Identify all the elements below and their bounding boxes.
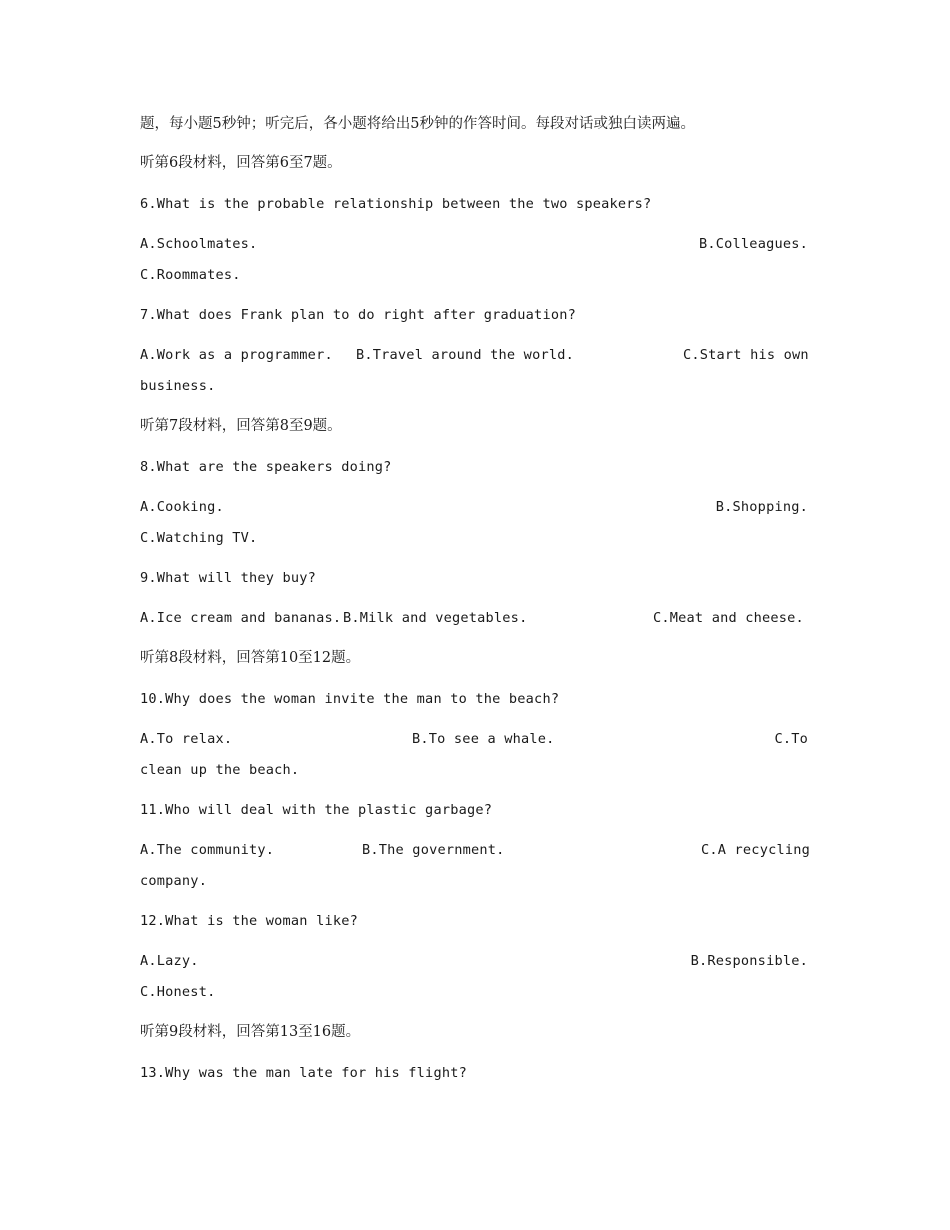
option-11c-continued: company.	[140, 873, 208, 889]
section-heading-9: 听第9段材料，回答第13至16题。	[140, 1024, 361, 1040]
option-8a: A.Cooking.	[140, 499, 224, 515]
option-10c: C.To	[774, 731, 808, 747]
option-10c-continued: clean up the beach.	[140, 762, 300, 778]
option-10b: B.To see a whale.	[412, 731, 555, 747]
option-11b: B.The government.	[362, 842, 505, 858]
option-12b: B.Responsible.	[690, 953, 808, 969]
section-heading-6: 听第6段材料，回答第6至7题。	[140, 155, 342, 171]
question-7-stem: 7.What does Frank plan to do right after graduation?	[140, 307, 576, 323]
option-7c: C.Start his own	[683, 347, 809, 363]
question-9-stem: 9.What will they buy?	[140, 570, 317, 586]
question-10-stem: 10.Why does the woman invite the man to the beach?	[140, 691, 560, 707]
question-12-stem: 12.What is the woman like?	[140, 913, 358, 929]
option-8c: C.Watching TV.	[140, 530, 258, 546]
option-11c: C.A recycling	[701, 842, 810, 858]
option-7b: B.Travel around the world.	[356, 347, 574, 363]
option-9c: C.Meat and cheese.	[653, 610, 804, 626]
option-6b: B.Colleagues.	[699, 236, 808, 252]
option-6a: A.Schoolmates.	[140, 236, 258, 252]
exam-page	[140, 0, 812, 1230]
intro-line: 题，每小题5秒钟；听完后，各小题将给出5秒钟的作答时间。每段对话或独白读两遍。	[140, 116, 695, 132]
option-9a: A.Ice cream and bananas.	[140, 610, 342, 626]
question-6-stem: 6.What is the probable relationship between the two speakers?	[140, 196, 652, 212]
option-12a: A.Lazy.	[140, 953, 199, 969]
option-9b: B.Milk and vegetables.	[343, 610, 528, 626]
option-11a: A.The community.	[140, 842, 275, 858]
question-11-stem: 11.Who will deal with the plastic garbage?	[140, 802, 493, 818]
option-6c: C.Roommates.	[140, 267, 241, 283]
option-8b: B.Shopping.	[715, 499, 808, 515]
option-12c: C.Honest.	[140, 984, 216, 1000]
option-7a: A.Work as a programmer.	[140, 347, 333, 363]
option-10a: A.To relax.	[140, 731, 233, 747]
option-7c-continued: business.	[140, 378, 216, 394]
question-13-stem: 13.Why was the man late for his flight?	[140, 1065, 467, 1081]
section-heading-7: 听第7段材料，回答第8至9题。	[140, 418, 342, 434]
question-8-stem: 8.What are the speakers doing?	[140, 459, 392, 475]
section-heading-8: 听第8段材料，回答第10至12题。	[140, 650, 361, 666]
